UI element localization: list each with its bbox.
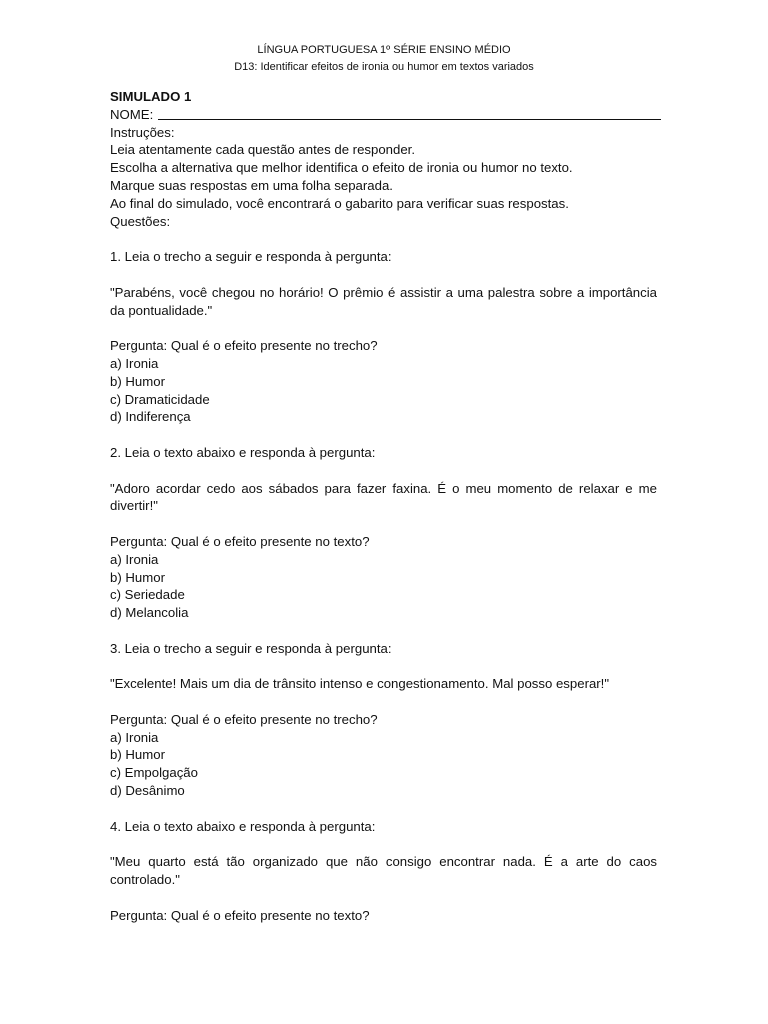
simulado-title: SIMULADO 1 [110, 89, 192, 104]
instruction-line: Marque suas respostas em uma folha separada. [110, 177, 393, 193]
question-text: Pergunta: Qual é o efeito presente no texto? [110, 533, 370, 549]
answer-option: b) Humor [110, 747, 165, 763]
question-prompt: 2. Leia o texto abaixo e responda à pergunta: [110, 444, 376, 460]
answer-option: b) Humor [110, 569, 165, 585]
name-field [110, 106, 657, 124]
answer-option: d) Indiferença [110, 409, 191, 425]
question-passage: "Adoro acordar cedo aos sábados para fazer faxina. É o meu momento de relaxar e me divertir!" [110, 480, 657, 514]
name-blank-line [158, 118, 661, 120]
spacer [110, 693, 657, 711]
question-block [110, 640, 657, 800]
descriptor-heading: D13: Identificar efeitos de ironia ou humor em textos variados [234, 61, 534, 73]
instruction-line: Escolha a alternativa que melhor identifica o efeito de ironia ou humor no texto. [110, 160, 573, 176]
question-passage: "Excelente! Mais um dia de trânsito intenso e congestionamento. Mal posso esperar!" [110, 676, 610, 692]
spacer [110, 266, 657, 284]
question-passage: "Parabéns, você chegou no horário! O prêmio é assistir a uma palestra sobre a importância da pontualidade." [110, 284, 657, 318]
question-prompt: 4. Leia o texto abaixo e responda à pergunta: [110, 818, 376, 834]
answer-option: d) Melancolia [110, 605, 189, 621]
document-body [110, 88, 657, 924]
answer-option: a) Ironia [110, 355, 159, 371]
answer-option: d) Desânimo [110, 783, 185, 799]
spacer [110, 658, 657, 676]
spacer [110, 889, 657, 907]
answer-option: b) Humor [110, 373, 165, 389]
spacer [110, 426, 657, 444]
question-text: Pergunta: Qual é o efeito presente no texto? [110, 907, 370, 923]
question-text: Pergunta: Qual é o efeito presente no trecho? [110, 338, 378, 354]
answer-option: c) Empolgação [110, 765, 198, 781]
spacer [110, 835, 657, 853]
spacer [110, 319, 657, 337]
questions-label: Questões: [110, 213, 171, 229]
spacer [110, 230, 657, 248]
question-passage: "Meu quarto está tão organizado que não consigo encontrar nada. É a arte do caos controlado." [110, 854, 657, 888]
document-header [0, 42, 768, 76]
spacer [110, 800, 657, 818]
answer-option: c) Seriedade [110, 587, 185, 603]
spacer [110, 622, 657, 640]
answer-option: c) Dramaticidade [110, 391, 210, 407]
subject-heading: LÍNGUA PORTUGUESA 1º SÉRIE ENSINO MÉDIO [257, 44, 511, 56]
question-prompt: 1. Leia o trecho a seguir e responda à pergunta: [110, 249, 392, 265]
instruction-line: Leia atentamente cada questão antes de responder. [110, 142, 416, 158]
instruction-line: Ao final do simulado, você encontrará o gabarito para verificar suas respostas. [110, 195, 569, 211]
spacer [110, 515, 657, 533]
question-prompt: 3. Leia o trecho a seguir e responda à pergunta: [110, 640, 392, 656]
name-label: NOME: [110, 106, 154, 122]
answer-option: a) Ironia [110, 551, 159, 567]
question-block [110, 248, 657, 426]
instructions-label: Instruções: [110, 124, 175, 140]
spacer [110, 462, 657, 480]
question-text: Pergunta: Qual é o efeito presente no trecho? [110, 711, 378, 727]
question-block [110, 818, 657, 925]
question-block [110, 444, 657, 622]
answer-option: a) Ironia [110, 729, 159, 745]
